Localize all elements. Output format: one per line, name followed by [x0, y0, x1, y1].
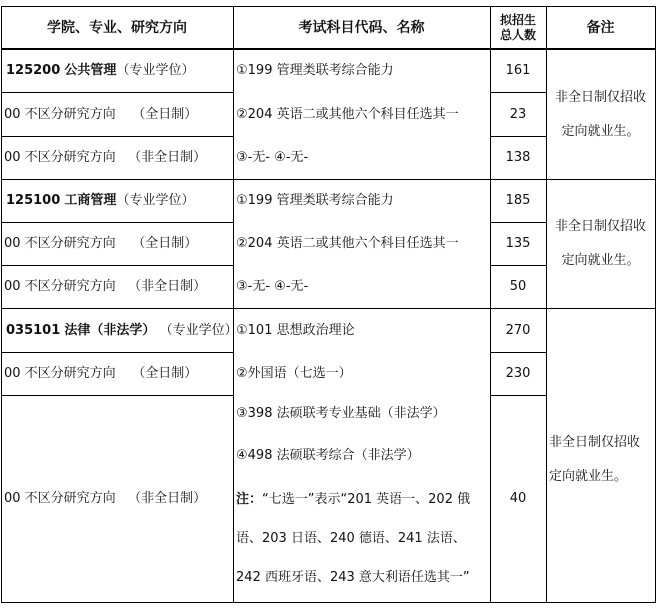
program-name: 公共管理 — [64, 63, 117, 78]
enrollment-count: 230 — [505, 366, 531, 381]
program-note: 非全日制仅招收 定向就业生。 — [554, 219, 646, 268]
exam-subject: ②外国语（七选一） — [236, 366, 352, 381]
direction-row: 00 不区分研究方向 （全日制） — [4, 236, 198, 251]
exam-subject: ②204 英语二或其他六个科目任选其一 — [236, 106, 459, 122]
enrollment-count: 50 — [509, 279, 527, 294]
program-name: 工商管理 — [64, 193, 117, 208]
exam-subject: ③-无- ④-无- — [236, 150, 309, 165]
program-type: （专业学位） — [116, 193, 195, 208]
exam-subject: ①199 管理类联考综合能力 — [236, 63, 394, 78]
direction-row: 00 不区分研究方向 （非全日制） — [4, 150, 207, 165]
program-title — [6, 180, 232, 222]
program-name: 法律（非法学） — [64, 322, 156, 338]
program-title — [6, 309, 238, 352]
column-divider — [233, 6, 234, 603]
header-college-major: 学院、专业、研究方向 — [47, 19, 187, 36]
program-note: 非全日制仅招收 定向就业生。 — [554, 89, 646, 139]
program-type: （专业学位） — [116, 63, 195, 78]
header-notes: 备注 — [586, 19, 615, 36]
enrollment-count: 40 — [509, 491, 527, 506]
table-border-bottom — [1, 602, 656, 603]
program-code: 125200 — [6, 63, 61, 78]
exam-subject: ②204 英语二或其他六个科目任选其一 — [236, 236, 459, 251]
direction-row: 00 不区分研究方向 （全日制） — [4, 106, 198, 122]
enrollment-count: 138 — [505, 150, 531, 165]
program-title — [6, 50, 232, 92]
exam-subject: ④498 法硕联考综合（非法学） — [236, 448, 420, 463]
enrollment-count: 270 — [505, 322, 531, 338]
program-code: 125100 — [6, 193, 61, 208]
table-border-right — [655, 6, 656, 603]
program-type: （专业学位） — [159, 322, 238, 338]
header-exam-subjects: 考试科目代码、名称 — [298, 19, 425, 36]
program-note: 非全日制仅招收 定向就业生。 — [549, 435, 641, 484]
enrollment-count: 135 — [505, 236, 531, 251]
exam-subject: ③-无- ④-无- — [236, 279, 309, 294]
direction-row: 00 不区分研究方向 （非全日制） — [4, 491, 207, 506]
program-code: 035101 — [6, 322, 61, 338]
enrollment-count: 185 — [505, 193, 531, 208]
table-border-left — [1, 6, 2, 603]
exam-subject-note: 注：“七选一”表示“201 英语一、202 俄语、203 日语、240 德语、241 法语、242 西班牙语、243 意大利语任选其一” — [236, 492, 471, 585]
direction-row: 00 不区分研究方向 （非全日制） — [4, 279, 207, 294]
header-enrollment: 拟招生 总人数 — [499, 12, 536, 42]
exam-subject: ①101 思想政治理论 — [236, 322, 355, 338]
enrollment-count: 161 — [505, 63, 531, 78]
direction-row: 00 不区分研究方向 （全日制） — [4, 366, 198, 381]
exam-subject: ①199 管理类联考综合能力 — [236, 193, 394, 208]
exam-subject: ③398 法硕联考专业基础（非法学） — [236, 406, 446, 421]
enrollment-count: 23 — [509, 106, 527, 122]
